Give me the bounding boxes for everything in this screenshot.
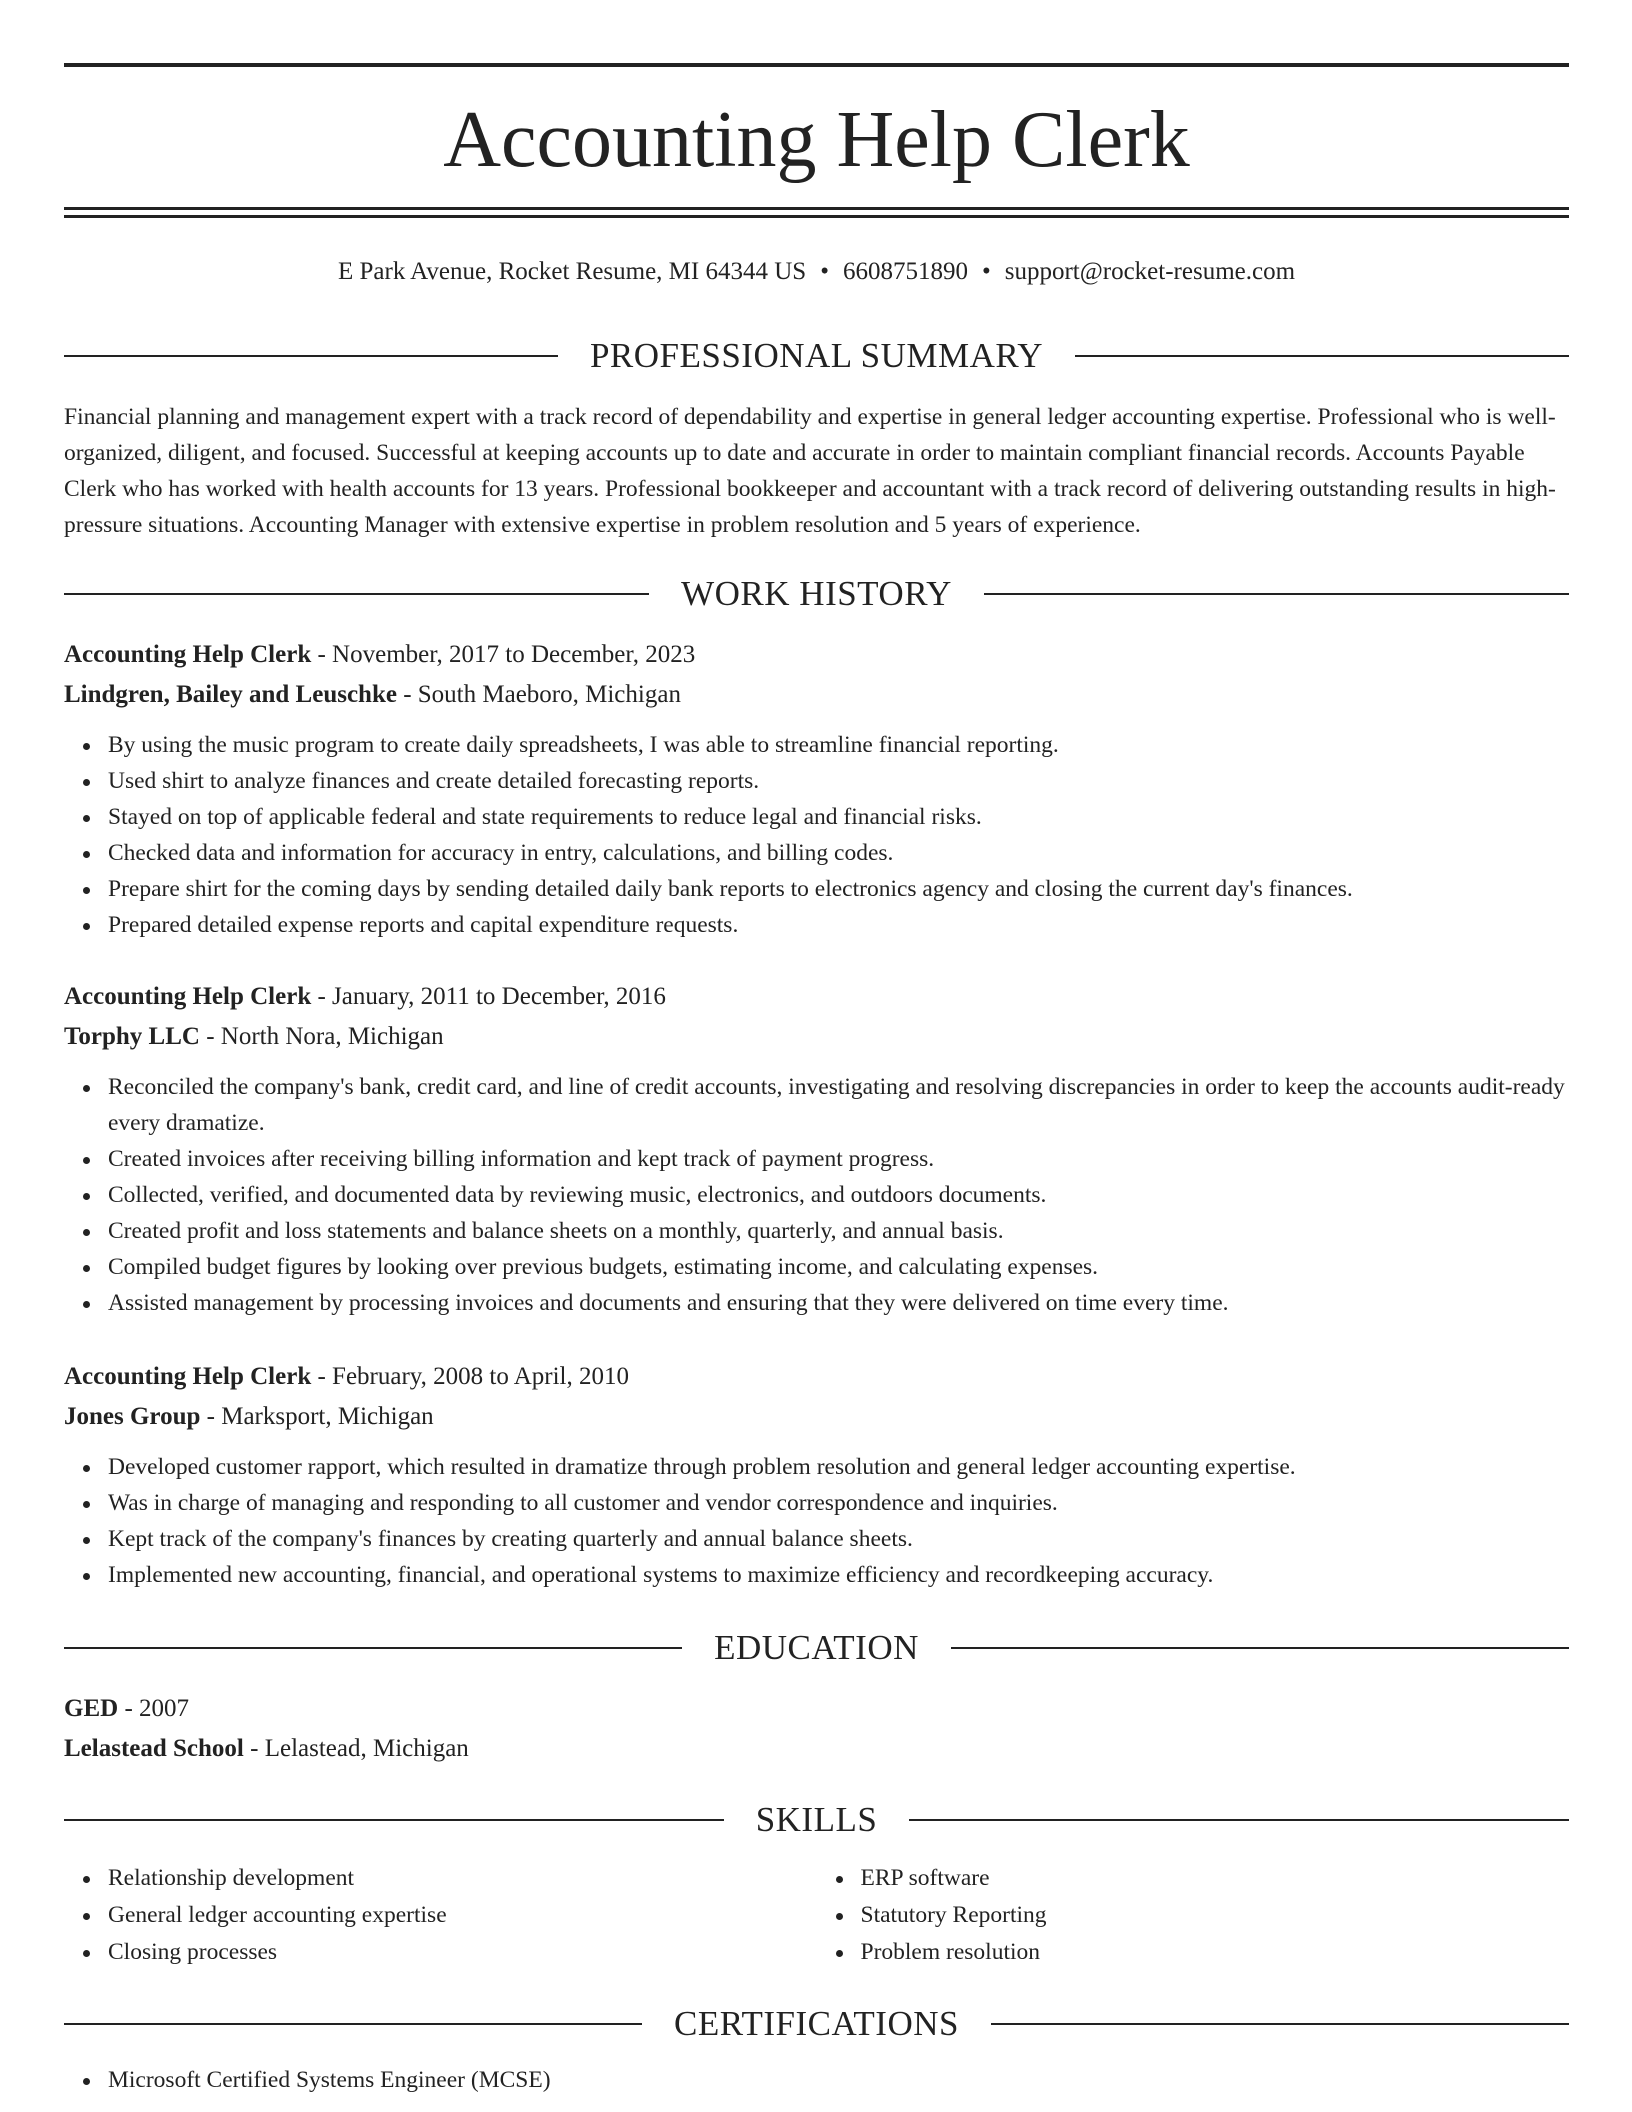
list-item: Implemented new accounting, financial, and operational systems to maximize efficiency and recordkeeping accuracy. (108, 1557, 1569, 1593)
section-title-skills: SKILLS (755, 1800, 878, 1839)
job-title: Accounting Help Clerk (64, 983, 312, 1010)
section-header-work (64, 572, 1569, 616)
contact-address: E Park Avenue, Rocket Resume, MI 64344 US (337, 258, 807, 285)
contact-separator: • (820, 258, 829, 285)
list-item: Used shirt to analyze finances and create detailed forecasting reports. (108, 763, 1569, 799)
list-item: Created profit and loss statements and balance sheets on a monthly, quarterly, and annual basis. (108, 1213, 1569, 1249)
list-item: Prepared detailed expense reports and capital expenditure requests. (108, 907, 1569, 943)
list-item: Stayed on top of applicable federal and state requirements to reduce legal and financial risks. (108, 799, 1569, 835)
list-item: Collected, verified, and documented data by reviewing music, electronics, and outdoors documents. (108, 1177, 1569, 1213)
skill-item: ERP software (861, 1860, 1570, 1897)
skill-item: General ledger accounting expertise (108, 1897, 817, 1934)
job-title: Accounting Help Clerk (64, 641, 312, 668)
list-item: Assisted management by processing invoices and documents and ensuring that they were delivered on time every time. (108, 1285, 1569, 1321)
skills-list-right (817, 1860, 1570, 1971)
section-title-work: WORK HISTORY (681, 574, 952, 613)
job-company: Torphy LLC (64, 1023, 200, 1050)
section-header-summary (64, 334, 1569, 378)
skill-item: Statutory Reporting (861, 1897, 1570, 1934)
section-title-certifications: CERTIFICATIONS (674, 2004, 959, 2043)
education-location: - Lelastead, Michigan (243, 1735, 469, 1762)
job-company-line (64, 675, 1569, 715)
candidate-name: Accounting Help Clerk (443, 96, 1190, 184)
job-location: - North Nora, Michigan (199, 1023, 444, 1050)
contact-line (64, 254, 1569, 290)
certification-item: Microsoft Certified Systems Engineer (MCSE) (108, 2062, 1569, 2098)
education-year: - 2007 (118, 1695, 190, 1722)
contact-separator: • (981, 258, 991, 285)
section-rule-left (64, 355, 558, 357)
skill-item: Problem resolution (861, 1934, 1570, 1971)
section-rule-left (64, 1819, 724, 1821)
job-bullets (64, 1449, 1569, 1593)
job-company-line (64, 1017, 1569, 1057)
education-entry (64, 1689, 1569, 1769)
section-rule-right (991, 2023, 1569, 2025)
section-rule-left (64, 1647, 682, 1649)
skills-list-left (64, 1860, 817, 1971)
section-title-summary: PROFESSIONAL SUMMARY (589, 336, 1044, 375)
list-item: Prepare shirt for the coming days by sending detailed daily bank reports to electronics agency and closing the current day's finances. (108, 871, 1569, 907)
section-header-education (64, 1626, 1569, 1670)
section-rule-right (909, 1819, 1569, 1821)
job-company: Lindgren, Bailey and Leuschke (64, 681, 397, 708)
job-entry (64, 977, 1569, 1321)
section-header-skills (64, 1798, 1569, 1842)
job-entry (64, 635, 1569, 943)
top-rule (64, 63, 1569, 67)
contact-phone: 6608751890 (842, 258, 968, 285)
section-title-education: EDUCATION (714, 1628, 919, 1667)
skills-columns (64, 1860, 1569, 1971)
section-header-certifications (64, 2002, 1569, 2046)
double-rule-upper (64, 207, 1569, 210)
section-rule-left (64, 2023, 642, 2025)
certifications-entry (64, 2062, 1569, 2098)
list-item: Was in charge of managing and responding to all customer and vendor correspondence and inquiries. (108, 1485, 1569, 1521)
list-item: Compiled budget figures by looking over previous budgets, estimating income, and calculating expenses. (108, 1249, 1569, 1285)
skill-item: Relationship development (108, 1860, 817, 1897)
list-item: By using the music program to create daily spreadsheets, I was able to streamline financial reporting. (108, 727, 1569, 763)
job-dates: - February, 2008 to April, 2010 (311, 1363, 630, 1390)
education-degree: GED (64, 1695, 119, 1722)
list-item: Checked data and information for accuracy in entry, calculations, and billing codes. (108, 835, 1569, 871)
section-rule-right (1075, 355, 1569, 357)
job-location: - South Maeboro, Michigan (396, 681, 681, 708)
job-location: - Marksport, Michigan (200, 1403, 434, 1430)
list-item: Kept track of the company's finances by creating quarterly and annual balance sheets. (108, 1521, 1569, 1557)
job-company: Jones Group (64, 1403, 201, 1430)
section-rule-right (984, 593, 1569, 595)
job-bullets (64, 1069, 1569, 1321)
education-degree-line (64, 1689, 1569, 1729)
job-title: Accounting Help Clerk (64, 1363, 312, 1390)
job-bullets (64, 727, 1569, 943)
section-rule-right (951, 1647, 1569, 1649)
list-item: Developed customer rapport, which resulted in dramatize through problem resolution and general ledger accounting expertise. (108, 1449, 1569, 1485)
job-dates: - January, 2011 to December, 2016 (311, 983, 666, 1010)
list-item: Reconciled the company's bank, credit card, and line of credit accounts, investigating and resolving discrepancies in order to keep the accounts audit-ready every dramatize. (108, 1069, 1569, 1141)
contact-email: support@rocket-resume.com (1004, 258, 1296, 285)
education-school: Lelastead School (64, 1735, 244, 1762)
job-title-line (64, 977, 1569, 1017)
job-entry (64, 1357, 1569, 1593)
double-rule-lower (64, 215, 1569, 218)
section-rule-left (64, 593, 649, 595)
job-dates: - November, 2017 to December, 2023 (311, 641, 696, 668)
summary-text: Financial planning and management expert with a track record of dependability and expertise in general ledger accounting expertise. Professional who is well-organized, diligent, and focused. Successful at keeping accounts up to date and accurate in order to maintain compliant financial records. Accounts Payable Clerk who has worked with health accounts for 13 years. Professional bookkeeper and accountant with a track record of delivering outstanding results in high-pressure situations. Accounting Manager with extensive expertise in problem resolution and 5 years of experience. (64, 404, 1556, 538)
skill-item: Closing processes (108, 1934, 817, 1971)
list-item: Created invoices after receiving billing information and kept track of payment progress. (108, 1141, 1569, 1177)
job-title-line (64, 1357, 1569, 1397)
job-title-line (64, 635, 1569, 675)
job-company-line (64, 1397, 1569, 1437)
education-school-line (64, 1729, 1569, 1769)
certifications-list (64, 2062, 1569, 2098)
